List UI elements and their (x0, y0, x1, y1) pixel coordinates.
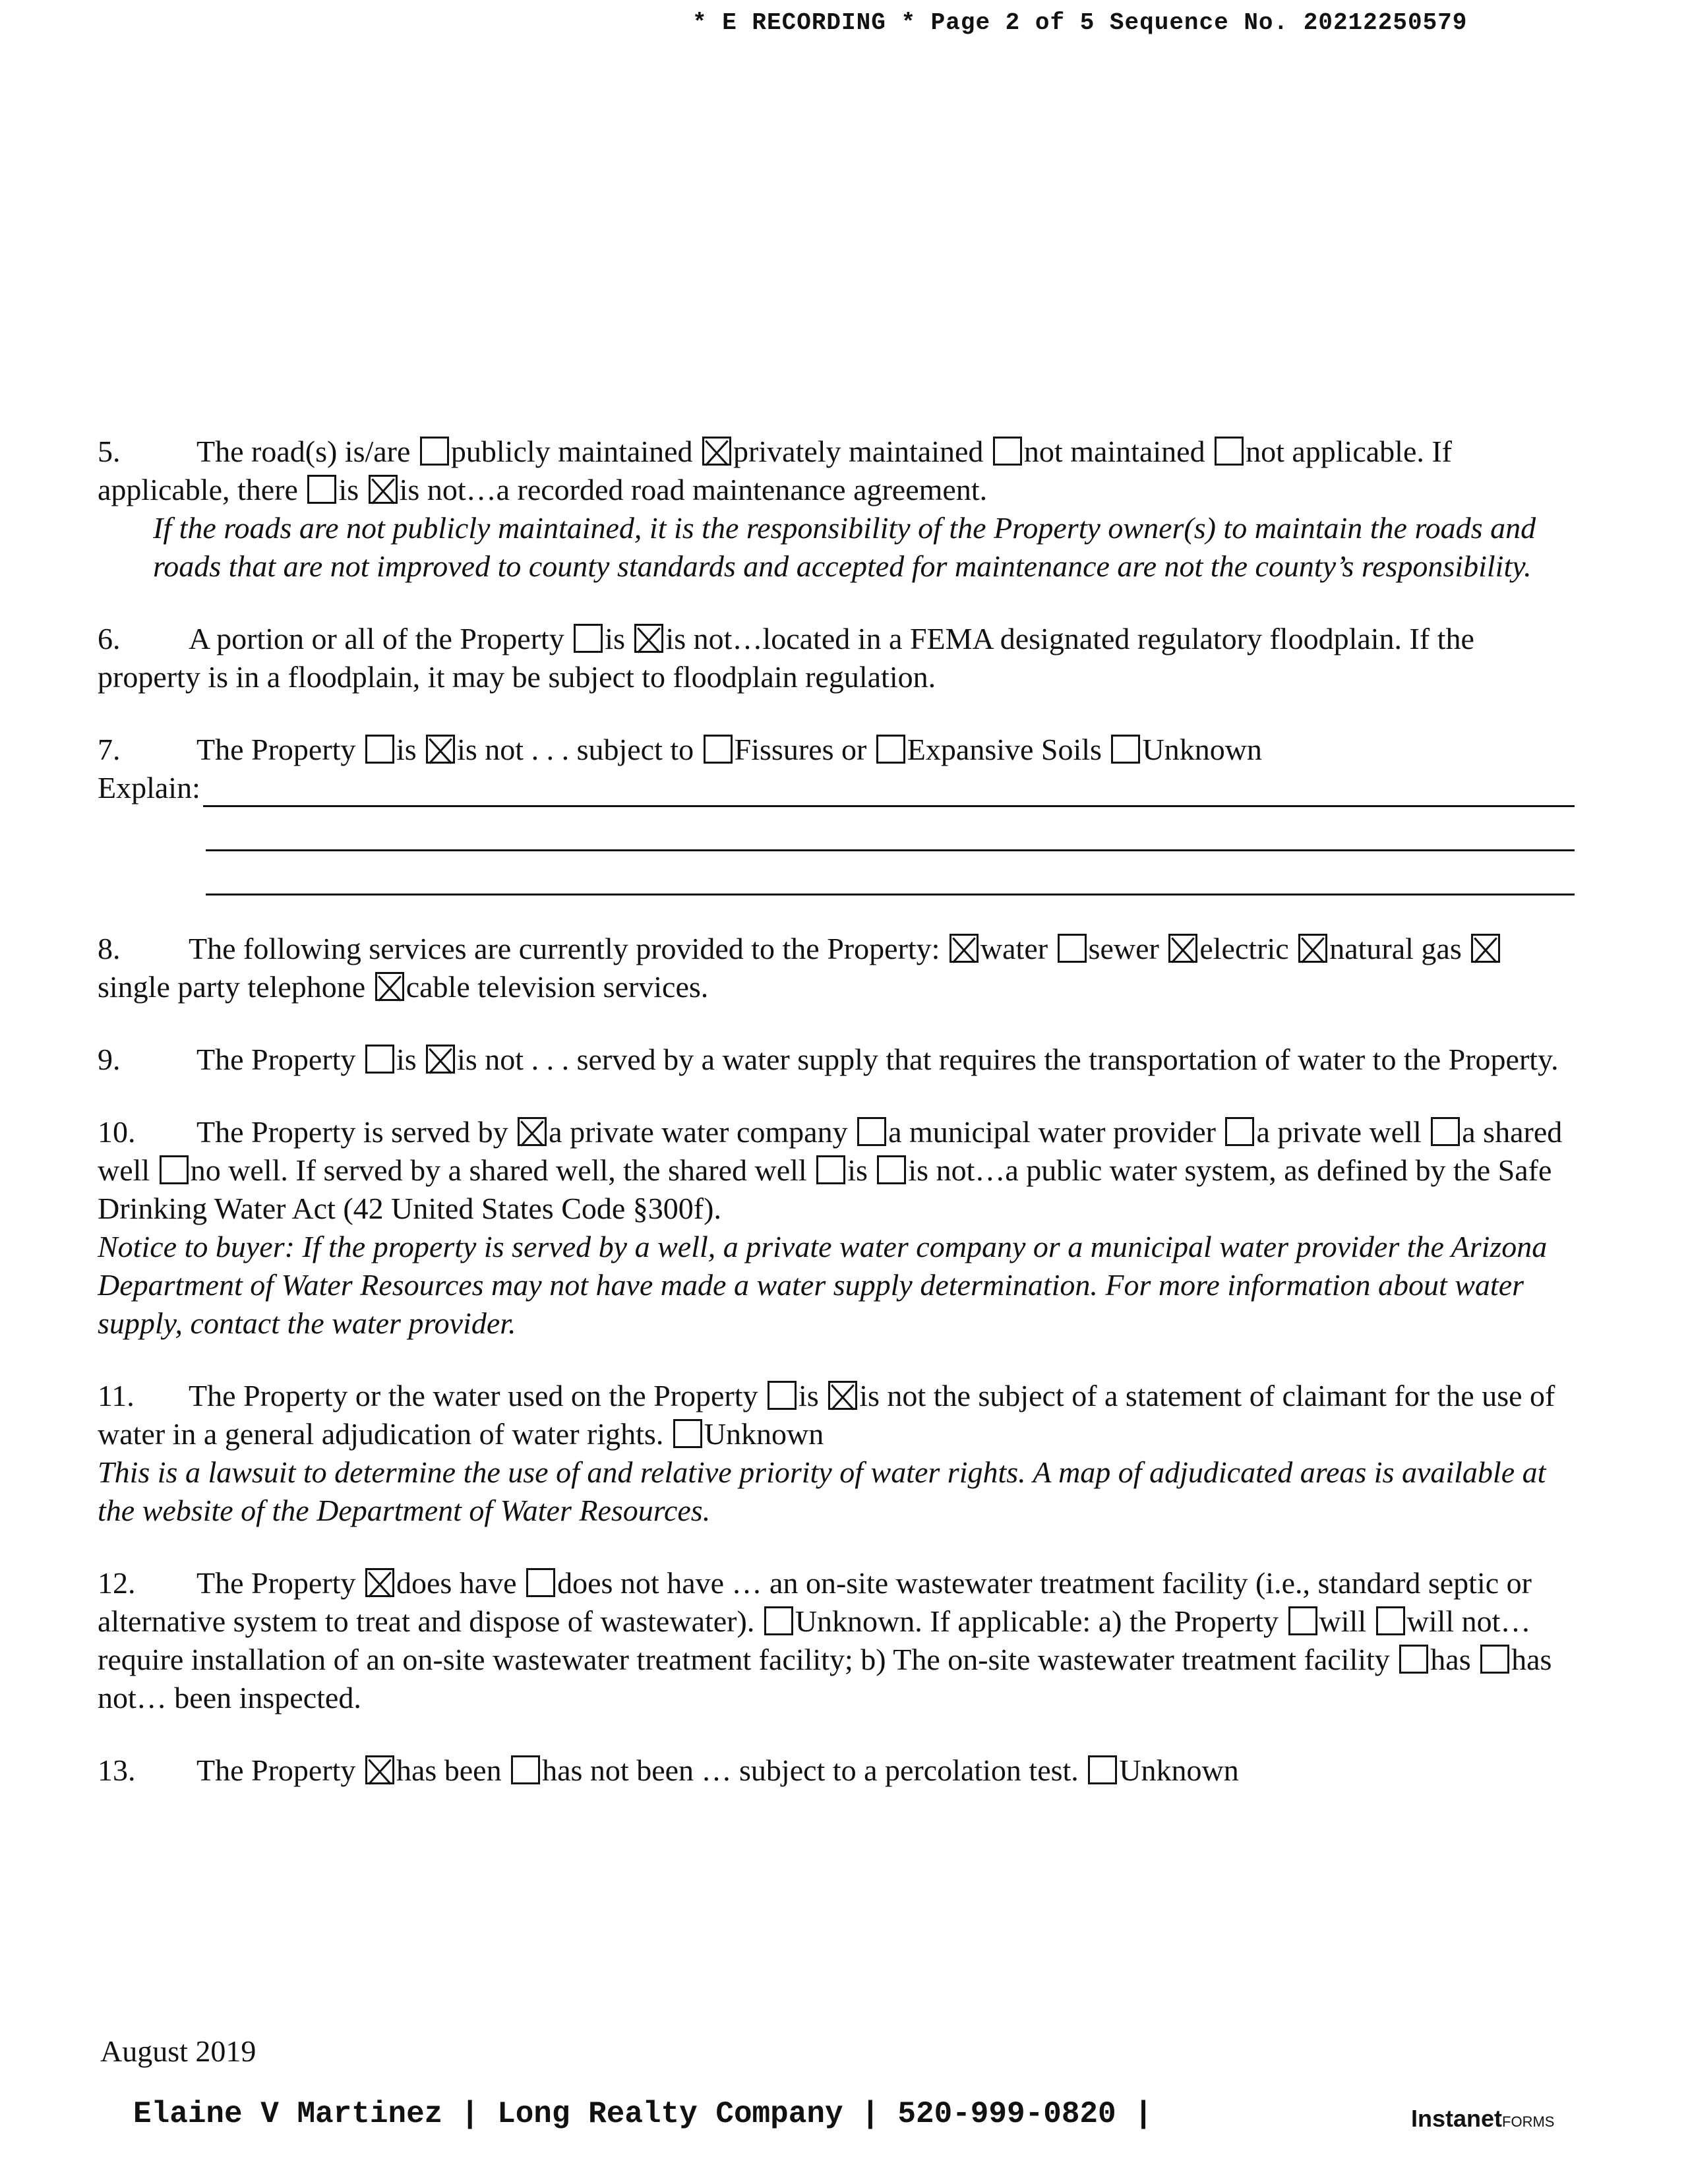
instanet-logo (1411, 2105, 1554, 2133)
item-number: 8. (98, 932, 121, 965)
item-10 (98, 1113, 1575, 1343)
checkbox-fissures[interactable] (704, 735, 733, 764)
option-label: not maintained (1023, 435, 1205, 468)
option-label: Unknown (704, 1417, 824, 1451)
checkbox-electric[interactable] (1168, 934, 1197, 963)
brand-suffix: FORMS (1502, 2113, 1555, 2130)
disclosure-content (98, 433, 1575, 1824)
checkbox-not-maintained[interactable] (993, 437, 1022, 466)
checkbox-water[interactable] (950, 934, 979, 963)
checkbox-private-well[interactable] (1225, 1117, 1254, 1146)
option-label: Unknown (1119, 1753, 1239, 1787)
checkbox-cable-television[interactable] (375, 972, 404, 1001)
item-number: 11. (98, 1379, 135, 1412)
item-number: 5. (98, 435, 121, 468)
option-label: does not have … an on-site wastewater treatment facility (i.e., standard septic or alternative system to treat and dispose of wastewater). (98, 1566, 1532, 1638)
checkbox-privately-maintained[interactable] (702, 437, 731, 466)
item-text: The Property (196, 1753, 356, 1787)
checkbox-floodplain-is-not[interactable] (634, 624, 663, 653)
checkbox-does-not-have[interactable] (526, 1568, 555, 1597)
form-date: August 2019 (100, 2034, 256, 2068)
checkbox-fissures-is-not[interactable] (426, 735, 455, 764)
checkbox-transport-is-not[interactable] (426, 1045, 455, 1074)
option-label: privately maintained (733, 435, 984, 468)
option-label: a private water company (549, 1115, 848, 1149)
item-13 (98, 1751, 1575, 1790)
item-text: The Property (196, 1566, 356, 1600)
option-label: is not the subject of a statement of claimant for the use of water in a general adjudication of water rights. (98, 1379, 1555, 1451)
item-text: The Property or the water used on the Property (189, 1379, 758, 1412)
item-text: The Property is served by (196, 1115, 508, 1149)
checkbox-has-been[interactable] (365, 1755, 394, 1784)
option-label: is (338, 473, 359, 506)
explain-label: Explain: (98, 771, 200, 804)
item-text: A portion or all of the Property (189, 622, 564, 655)
checkbox-fissures-is[interactable] (365, 735, 394, 764)
item-12 (98, 1564, 1575, 1717)
option-label: is not…located in a FEMA designated regulatory floodplain. If the property is in a floodplain, it may be subject to floodplain regulation. (98, 622, 1474, 694)
checkbox-has[interactable] (1399, 1645, 1428, 1674)
checkbox-shared-well[interactable] (1431, 1117, 1460, 1146)
checkbox-single-party-telephone[interactable] (1471, 934, 1500, 963)
checkbox-unknown[interactable] (764, 1606, 793, 1635)
item-number: 13. (98, 1753, 136, 1787)
item-8 (98, 930, 1575, 1006)
item-number: 7. (98, 733, 121, 766)
item-11 (98, 1377, 1575, 1530)
checkbox-not-applicable[interactable] (1215, 437, 1244, 466)
option-label: not applicable. If applicable, there (98, 435, 1453, 506)
item-number: 10. (98, 1115, 136, 1149)
checkbox-public-system-is[interactable] (816, 1155, 845, 1184)
checkbox-has-not-been[interactable] (511, 1755, 540, 1784)
checkbox-agreement-is[interactable] (307, 475, 336, 504)
checkbox-will-not[interactable] (1376, 1606, 1405, 1635)
item-9 (98, 1041, 1575, 1079)
checkbox-private-water-company[interactable] (518, 1117, 547, 1146)
checkbox-claimant-is[interactable] (768, 1381, 797, 1410)
checkbox-transport-is[interactable] (365, 1045, 394, 1074)
checkbox-municipal-water-provider[interactable] (857, 1117, 886, 1146)
checkbox-natural-gas[interactable] (1298, 934, 1327, 963)
option-label: is not…a recorded road maintenance agreement. (399, 473, 988, 506)
recording-header: * E RECORDING * Page 2 of 5 Sequence No. 20212250579 (692, 9, 1468, 36)
option-label: Unknown (1142, 733, 1262, 766)
option-label: a private well (1256, 1115, 1422, 1149)
option-label: publicly maintained (450, 435, 693, 468)
item-text: The Property (196, 1043, 356, 1076)
checkbox-floodplain-is[interactable] (574, 624, 603, 653)
option-label: is (799, 1379, 819, 1412)
option-label: electric (1199, 932, 1289, 965)
checkbox-will[interactable] (1288, 1606, 1317, 1635)
checkbox-no-well[interactable] (160, 1155, 189, 1184)
option-label: is (847, 1153, 868, 1187)
checkbox-does-have[interactable] (365, 1568, 394, 1597)
option-label: is (396, 1043, 417, 1076)
item-5 (98, 433, 1575, 586)
option-label: has not been … subject to a percolation test. (542, 1753, 1079, 1787)
option-label: has (1430, 1643, 1471, 1676)
item-number: 12. (98, 1566, 136, 1600)
item-5-note: If the roads are not publicly maintained, it is the responsibility of the Property owner(s) to maintain the roads and roads that are not improved to county standards and accepted for maintenance are not the county’s responsibility. (153, 511, 1536, 583)
item-text: The road(s) is/are (196, 435, 411, 468)
checkbox-public-system-is-not[interactable] (877, 1155, 906, 1184)
brand-name: Instanet (1411, 2105, 1503, 2132)
option-label: no well. If served by a shared well, the shared well (190, 1153, 807, 1187)
option-label: Unknown. If applicable: a) the Property (795, 1604, 1279, 1638)
option-label: does have (396, 1566, 517, 1600)
item-7 (98, 731, 1575, 895)
option-label: is (396, 733, 417, 766)
option-label: a shared well (98, 1115, 1563, 1187)
item-text: The Property (196, 733, 356, 766)
item-6 (98, 620, 1575, 696)
checkbox-publicly-maintained[interactable] (420, 437, 449, 466)
option-label: Fissures or (734, 733, 867, 766)
checkbox-unknown[interactable] (673, 1419, 702, 1448)
item-number: 6. (98, 622, 121, 655)
option-label: cable television services. (406, 970, 709, 1004)
checkbox-unknown[interactable] (1088, 1755, 1117, 1784)
explain-row (98, 769, 1575, 807)
checkbox-unknown[interactable] (1111, 735, 1140, 764)
explain-line-3[interactable] (206, 855, 1575, 895)
item-text: The following services are currently provided to the Property: (189, 932, 940, 965)
option-label: has been (396, 1753, 502, 1787)
option-label: is (605, 622, 625, 655)
option-label: single party telephone (98, 970, 366, 1004)
item-number: 9. (98, 1043, 121, 1076)
agent-footer: Elaine V Martinez | Long Realty Company | 520-999-0820 | (133, 2097, 1153, 2131)
option-label: has not… been inspected. (98, 1643, 1552, 1714)
checkbox-claimant-is-not[interactable] (828, 1381, 857, 1410)
option-label: will (1319, 1604, 1367, 1638)
option-label: a municipal water provider (888, 1115, 1216, 1149)
checkbox-sewer[interactable] (1058, 934, 1087, 963)
checkbox-has-not[interactable] (1480, 1645, 1509, 1674)
item-11-note: This is a lawsuit to determine the use of and relative priority of water rights. A map of adjudicated areas is available at the website of the Department of Water Resources. (98, 1455, 1546, 1527)
option-label: sewer (1088, 932, 1159, 965)
option-label: water (980, 932, 1048, 965)
option-label: is not . . . subject to (457, 733, 694, 766)
option-label: is not…a public water system, as defined by the Safe Drinking Water Act (42 United States Code §300f). (98, 1153, 1552, 1225)
checkbox-agreement-is-not[interactable] (369, 475, 398, 504)
option-label: Expansive Soils (907, 733, 1102, 766)
checkbox-expansive-soils[interactable] (876, 735, 905, 764)
explain-line-1[interactable] (203, 776, 1575, 807)
option-label: is not . . . served by a water supply that requires the transportation of water to the Property. (457, 1043, 1559, 1076)
option-label: natural gas (1329, 932, 1462, 965)
item-10-note: Notice to buyer: If the property is served by a well, a private water company or a municipal water provider the Arizona Department of Water Resources may not have made a water supply determination. For more information about water supply, contact the water provider. (98, 1230, 1548, 1340)
option-label: will not…require installation of an on-site wastewater treatment facility; b) The on-site wastewater treatment facility (98, 1604, 1531, 1676)
explain-line-2[interactable] (206, 811, 1575, 851)
